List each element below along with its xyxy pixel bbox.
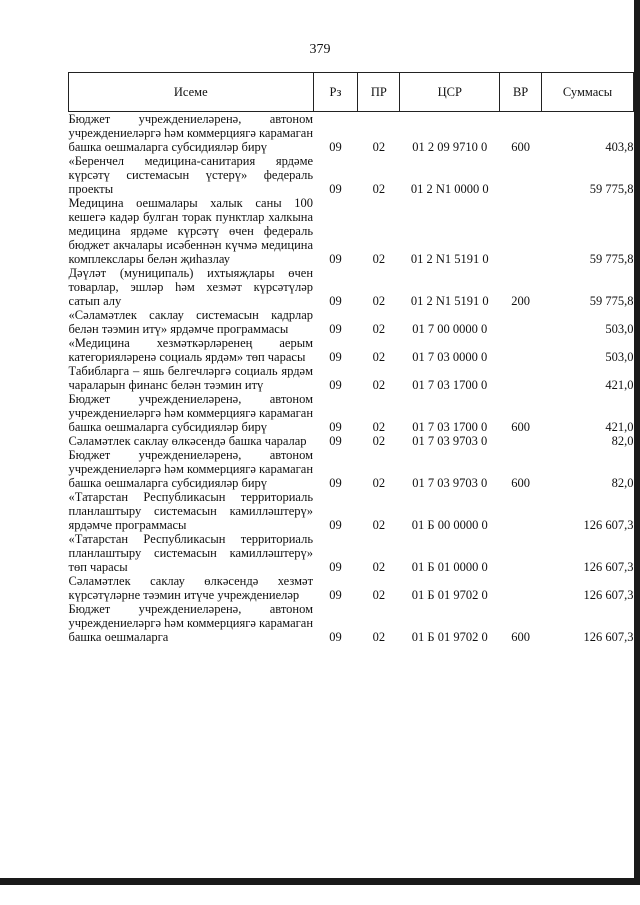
row-rz: 09 [329,378,342,392]
table-row [69,336,634,364]
row-pr: 02 [372,182,386,196]
table-row [69,448,634,490]
header-sum: Суммасы [542,73,634,112]
row-sum: 82,0 [611,434,634,448]
row-pr: 02 [372,378,386,392]
row-csr: 01 7 03 1700 0 [412,420,488,434]
table-row [69,112,634,155]
row-csr: 01 2 N1 0000 0 [410,182,489,196]
row-name: «Медицина хезмәткәрләренең аерым категорияләренә социаль ярдәм» төп чарасы [68,336,314,364]
row-sum: 503,0 [605,350,634,364]
row-vr [500,308,542,336]
row-name: «Сәламәтлек саклау системасын кадрлар белән тәэмин итү» ярдәмче программасы [68,308,314,336]
row-name: Сәламәтлек саклау өлкәсендә башка чаралар [68,434,307,448]
row-rz: 09 [329,560,342,574]
row-vr: 600 [511,140,530,154]
table-row [69,490,634,532]
header-name: Исеме [69,73,314,112]
row-name: Медицина оешмалары халык саны 100 кешегә кадәр булган торак пунктлар халкына медицина ярдәме күрсәтү өчен федераль бюджет акчалары исәбеннән күчмә медицина комплекслары белән җиһазлау [68,196,314,266]
row-vr: 600 [511,476,530,490]
row-pr: 02 [372,630,386,644]
table-row [69,532,634,574]
page-number: 379 [309,42,331,57]
row-vr: 600 [511,420,530,434]
row-vr [500,490,542,532]
row-rz: 09 [329,434,342,448]
row-vr [500,364,542,392]
row-sum: 126 607,3 [583,560,634,574]
row-rz: 09 [329,322,342,336]
row-vr [500,196,542,266]
table-row [69,266,634,308]
row-sum: 59 775,8 [589,182,634,196]
table-header-row [69,73,634,112]
row-pr: 02 [372,322,386,336]
header-csr: ЦСР [400,73,500,112]
row-vr [500,154,542,196]
row-name: «Татарстан Республикасын территориаль планлаштыру системасын камилләштерү» ярдәмче программасы [68,490,314,532]
header-pr: ПР [358,73,400,112]
row-pr: 02 [372,560,386,574]
row-pr: 02 [372,350,386,364]
row-sum: 59 775,8 [589,294,634,308]
row-csr: 01 Б 01 9702 0 [411,588,488,602]
row-vr [500,532,542,574]
row-csr: 01 7 03 9703 0 [412,434,488,448]
scan-border-bottom [0,878,640,885]
row-csr: 01 7 03 9703 0 [412,476,488,490]
row-pr: 02 [372,518,386,532]
row-vr: 600 [511,630,530,644]
row-rz: 09 [329,252,342,266]
table-row [69,196,634,266]
row-sum: 59 775,8 [589,252,634,266]
row-vr [500,336,542,364]
row-csr: 01 2 09 9710 0 [412,140,488,154]
row-csr: 01 7 03 0000 0 [412,350,488,364]
row-csr: 01 Б 01 9702 0 [411,630,488,644]
row-pr: 02 [372,294,386,308]
row-pr: 02 [372,140,386,154]
row-pr: 02 [372,434,386,448]
row-sum: 82,0 [611,476,634,490]
row-csr: 01 7 00 0000 0 [412,322,488,336]
row-sum: 421,0 [605,420,634,434]
row-name: Табибларга – яшь белгечләргә социаль ярдәм чараларын финанс белән тәэмин итү [68,364,314,392]
row-rz: 09 [329,294,342,308]
row-name: Бюджет учреждениеләренә, автоном учреждениеләргә һәм коммерциягә карамаган башка оешмаларга субсидияләр бирү [68,112,314,154]
budget-table [68,72,634,644]
row-pr: 02 [372,476,386,490]
row-name: Дәүләт (муниципаль) ихтыяҗлары өчен товарлар, эшләр һәм хезмәт күрсәтүләр сатып алу [68,266,314,308]
row-sum: 126 607,3 [583,518,634,532]
table-row [69,574,634,602]
table-row [69,392,634,434]
row-pr: 02 [372,420,386,434]
row-sum: 421,0 [605,378,634,392]
row-vr: 200 [511,294,530,308]
row-name: Сәламәтлек саклау өлкәсендә хезмәт күрсәтүләрне тәэмин итүче учреждениеләр [68,574,314,602]
row-rz: 09 [329,588,342,602]
row-rz: 09 [329,420,342,434]
table-row [69,434,634,448]
row-rz: 09 [329,350,342,364]
row-csr: 01 7 03 1700 0 [412,378,488,392]
table-row [69,364,634,392]
row-rz: 09 [329,518,342,532]
row-name: Бюджет учреждениеләренә, автоном учреждениеләргә һәм коммерциягә карамаган башка оешмаларга субсидияләр бирү [68,448,314,490]
row-name: «Беренчел медицина-санитария ярдәме күрсәтү системасын үстерү» федераль проекты [68,154,314,196]
header-rz: Рз [313,73,358,112]
row-vr [500,434,542,448]
row-sum: 126 607,3 [583,588,634,602]
row-csr: 01 2 N1 5191 0 [410,252,489,266]
row-name: «Татарстан Республикасын территориаль планлаштыру системасын камилләштерү» төп чарасы [68,532,314,574]
row-sum: 503,0 [605,322,634,336]
row-rz: 09 [329,476,342,490]
row-name: Бюджет учреждениеләренә, автоном учреждениеләргә һәм коммерциягә карамаган башка оешмаларга субсидияләр бирү [68,392,314,434]
table-row [69,308,634,336]
table-row [69,602,634,644]
row-vr [500,574,542,602]
row-csr: 01 Б 00 0000 0 [411,518,488,532]
row-rz: 09 [329,140,342,154]
row-rz: 09 [329,182,342,196]
row-sum: 126 607,3 [583,630,634,644]
row-csr: 01 2 N1 5191 0 [410,294,489,308]
row-name: Бюджет учреждениеләренә, автоном учреждениеләргә һәм коммерциягә карамаган башка оешмаларга [68,602,314,644]
table-row [69,154,634,196]
row-sum: 403,8 [605,140,634,154]
row-pr: 02 [372,252,386,266]
row-pr: 02 [372,588,386,602]
row-csr: 01 Б 01 0000 0 [411,560,488,574]
row-rz: 09 [329,630,342,644]
header-vr: ВР [500,73,542,112]
scan-border-right [634,0,640,880]
